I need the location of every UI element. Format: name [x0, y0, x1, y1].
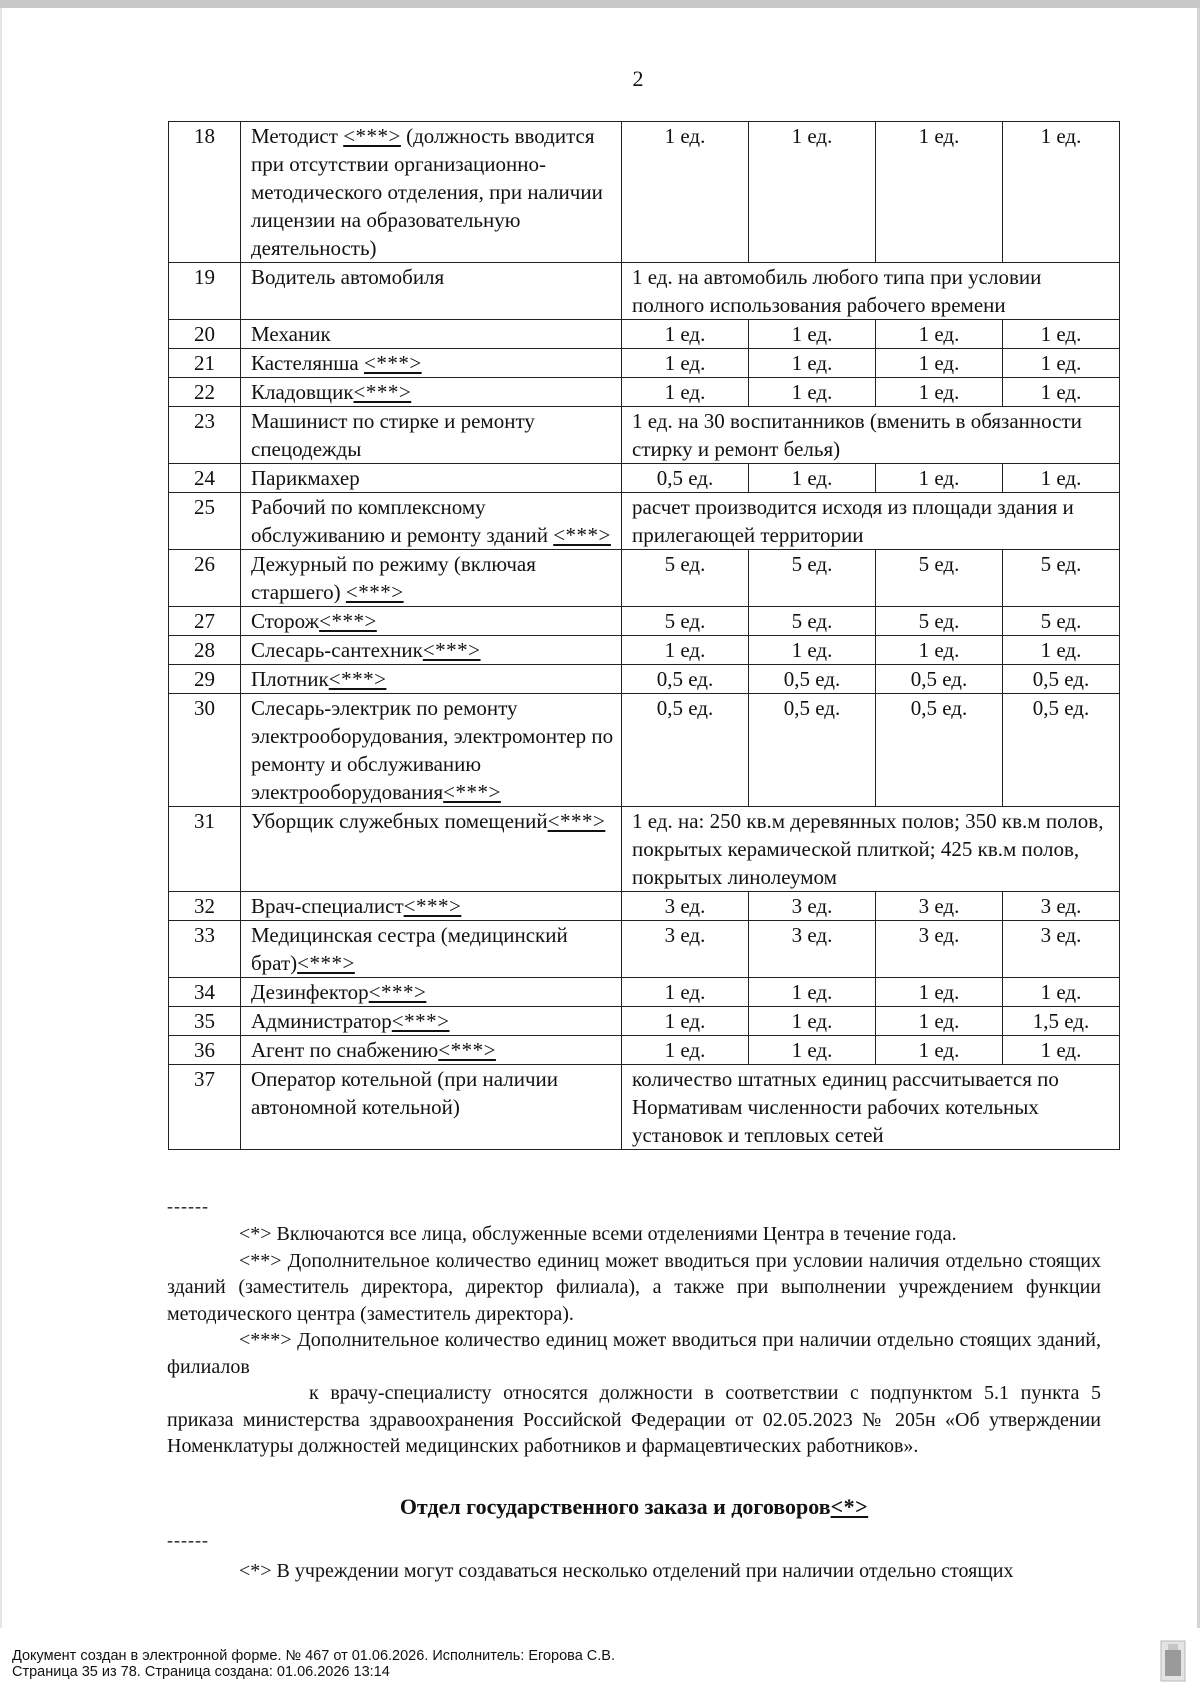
staff-units-cell: 5 ед. [749, 607, 876, 636]
row-number: 34 [169, 978, 241, 1007]
staff-table [168, 121, 1120, 1150]
staff-units-cell: 1 ед. [876, 636, 1003, 665]
row-number: 23 [169, 407, 241, 464]
staff-units-cell: 1 ед. [749, 1007, 876, 1036]
section-title [167, 1494, 1101, 1520]
staff-units-cell: 1 ед. [749, 378, 876, 407]
position-name-text: Оператор котельной (при наличии автономной котельной) [251, 1067, 559, 1119]
table-row [169, 1036, 1120, 1065]
footnotes [167, 1221, 1101, 1460]
stamp-icon [1160, 1640, 1186, 1682]
document-footer [12, 1648, 615, 1680]
table-row [169, 665, 1120, 694]
staff-units-cell: 1 ед. [1003, 978, 1120, 1007]
separator-line: ------ [167, 1196, 209, 1216]
staff-units-cell: 1 ед. [876, 464, 1003, 493]
position-name-text: Кладовщик [251, 380, 354, 404]
position-name-text: Медицинская сестра (медицинский брат) [251, 923, 568, 975]
row-number: 20 [169, 320, 241, 349]
position-name-note: (должность вводится при отсутствии организационно-методического отделения, при наличии лицензии на образовательную деятельность) [251, 124, 603, 260]
staff-units-cell: 0,5 ед. [1003, 694, 1120, 807]
staff-units-cell: 5 ед. [876, 607, 1003, 636]
row-number: 26 [169, 550, 241, 607]
norm-description: 1 ед. на автомобиль любого типа при условии полного использования рабочего времени [622, 263, 1120, 320]
staff-units-cell: 1 ед. [1003, 122, 1120, 263]
staff-table-body [169, 122, 1120, 1150]
staff-units-cell: 1 ед. [749, 636, 876, 665]
section-title-mark: <*> [830, 1494, 869, 1519]
staff-units-cell: 1 ед. [876, 122, 1003, 263]
staff-units-cell: 1 ед. [622, 1036, 749, 1065]
position-name-text: Агент по снабжению [251, 1038, 439, 1062]
separator-line-2: ------ [167, 1530, 209, 1550]
staff-units-cell: 1 ед. [622, 636, 749, 665]
position-name [241, 407, 622, 464]
table-row [169, 263, 1120, 320]
staff-units-cell: 1,5 ед. [1003, 1007, 1120, 1036]
position-name [241, 320, 622, 349]
position-name [241, 378, 622, 407]
table-row [169, 464, 1120, 493]
staff-units-cell: 1 ед. [876, 349, 1003, 378]
last-footnote: <*> В учреждении могут создаваться несколько отделений при наличии отдельно стоящих [239, 1560, 1014, 1582]
staff-units-cell: 1 ед. [749, 1036, 876, 1065]
position-name-text: Дезинфектор [251, 980, 369, 1004]
staff-units-cell: 1 ед. [1003, 378, 1120, 407]
position-name-text: Врач-специалист [251, 894, 404, 918]
staff-units-cell: 1 ед. [749, 349, 876, 378]
footnote-mark: <***> [297, 951, 355, 975]
staff-units-cell: 0,5 ед. [876, 665, 1003, 694]
position-name [241, 122, 622, 263]
row-number: 29 [169, 665, 241, 694]
footnote-1: <*> Включаются все лица, обслуженные всеми отделениями Центра в течение года. [239, 1223, 957, 1245]
footer-line-1: Документ создан в электронной форме. № 467 от 01.06.2026. Исполнитель: Егорова С.В. [12, 1648, 616, 1664]
table-row [169, 378, 1120, 407]
position-name-text: Водитель автомобиля [251, 265, 445, 289]
position-name-text: Уборщик служебных помещений [251, 809, 548, 833]
footnote-mark: <***> [403, 894, 462, 918]
table-row [169, 1007, 1120, 1036]
position-name-text: Дежурный по режиму (включая старшего) [251, 552, 536, 604]
staff-units-cell: 0,5 ед. [622, 464, 749, 493]
position-name [241, 921, 622, 978]
staff-units-cell: 0,5 ед. [622, 694, 749, 807]
footnote-3: <***> Дополнительное количество единиц может вводиться при наличии отдельно стоящих зданий, филиалов [167, 1329, 1101, 1378]
norm-description: количество штатных единиц рассчитывается по Нормативам численности рабочих котельных установок и тепловых сетей [622, 1065, 1120, 1150]
footnote-mark: <***> [345, 580, 404, 604]
norm-description: 1 ед. на: 250 кв.м деревянных полов; 350 кв.м полов, покрытых керамической плиткой; 425 кв.м полов, покрытых линолеумом [622, 807, 1120, 892]
row-number: 30 [169, 694, 241, 807]
row-number: 37 [169, 1065, 241, 1150]
table-row [169, 550, 1120, 607]
staff-units-cell: 1 ед. [749, 464, 876, 493]
row-number: 19 [169, 263, 241, 320]
footnote-mark: <***> [343, 124, 401, 148]
staff-units-cell: 1 ед. [749, 122, 876, 263]
footnote-mark: <***> [438, 1038, 496, 1062]
staff-units-cell: 5 ед. [1003, 550, 1120, 607]
footnote-mark: <***> [353, 380, 412, 404]
table-row [169, 921, 1120, 978]
position-name [241, 1007, 622, 1036]
position-name-text: Машинист по стирке и ремонту спецодежды [251, 409, 535, 461]
table-row [169, 493, 1120, 550]
staff-units-cell: 1 ед. [622, 349, 749, 378]
staff-units-cell: 3 ед. [749, 921, 876, 978]
position-name [241, 1065, 622, 1150]
staff-units-cell: 5 ед. [749, 550, 876, 607]
staff-units-cell: 3 ед. [876, 921, 1003, 978]
table-row [169, 349, 1120, 378]
staff-units-cell: 1 ед. [622, 122, 749, 263]
row-number: 28 [169, 636, 241, 665]
position-name-text: Плотник [251, 667, 329, 691]
position-name [241, 636, 622, 665]
table-row [169, 978, 1120, 1007]
footnote-mark: <***> [422, 638, 481, 662]
position-name-text: Сторож [251, 609, 320, 633]
staff-units-cell: 3 ед. [876, 892, 1003, 921]
table-row [169, 122, 1120, 263]
footnote-mark: <***> [364, 351, 422, 375]
position-name [241, 263, 622, 320]
staff-units-cell: 5 ед. [622, 607, 749, 636]
staff-units-cell: 1 ед. [1003, 320, 1120, 349]
staff-units-cell: 5 ед. [1003, 607, 1120, 636]
footnote-mark: <***> [328, 667, 387, 691]
row-number: 36 [169, 1036, 241, 1065]
position-name [241, 493, 622, 550]
table-row [169, 807, 1120, 892]
position-name-text: Рабочий по комплексному обслуживанию и ремонту зданий [251, 495, 554, 547]
footnote-mark: <***> [547, 809, 606, 833]
position-name-text: Кастелянша [251, 351, 364, 375]
staff-units-cell: 1 ед. [749, 320, 876, 349]
staff-units-cell: 1 ед. [622, 1007, 749, 1036]
staff-units-cell: 1 ед. [876, 1036, 1003, 1065]
staff-units-cell: 1 ед. [622, 320, 749, 349]
staff-units-cell: 1 ед. [1003, 349, 1120, 378]
staff-units-cell: 1 ед. [749, 978, 876, 1007]
table-row [169, 1065, 1120, 1150]
position-name [241, 892, 622, 921]
position-name [241, 550, 622, 607]
row-number: 31 [169, 807, 241, 892]
staff-units-cell: 0,5 ед. [622, 665, 749, 694]
footnote-mark: <***> [368, 980, 427, 1004]
position-name [241, 464, 622, 493]
staff-units-cell: 0,5 ед. [1003, 665, 1120, 694]
staff-units-cell: 1 ед. [1003, 636, 1120, 665]
position-name-text: Парикмахер [251, 466, 360, 490]
footnote-mark: <***> [553, 523, 611, 547]
staff-units-cell: 1 ед. [876, 1007, 1003, 1036]
staff-units-cell: 0,5 ед. [749, 665, 876, 694]
staff-units-cell: 3 ед. [622, 921, 749, 978]
row-number: 21 [169, 349, 241, 378]
row-number: 25 [169, 493, 241, 550]
table-row [169, 607, 1120, 636]
footer-line-2: Страница 35 из 78. Страница создана: 01.06.2026 13:14 [12, 1664, 390, 1680]
row-number: 32 [169, 892, 241, 921]
table-row [169, 694, 1120, 807]
staff-units-cell: 3 ед. [1003, 921, 1120, 978]
position-name-text: Механик [251, 322, 331, 346]
row-number: 18 [169, 122, 241, 263]
staff-units-cell: 3 ед. [622, 892, 749, 921]
norm-description: расчет производится исходя из площади здания и прилегающей территории [622, 493, 1120, 550]
row-number: 27 [169, 607, 241, 636]
row-number: 24 [169, 464, 241, 493]
section-title-text: Отдел государственного заказа и договоров [399, 1494, 831, 1519]
staff-units-cell: 1 ед. [876, 320, 1003, 349]
position-name [241, 1036, 622, 1065]
viewer-top-bar [0, 0, 1200, 8]
staff-units-cell: 0,5 ед. [876, 694, 1003, 807]
footnote-mark: <***> [443, 780, 501, 804]
position-name [241, 607, 622, 636]
staff-units-cell: 1 ед. [876, 378, 1003, 407]
footnote-2: <**> Дополнительное количество единиц может вводиться при условии наличия отдельно стоящих зданий (заместитель директора, директор филиала), а также при выполнении учреждением функции методического центра (заместитель директора). [167, 1249, 1101, 1325]
staff-units-cell: 1 ед. [876, 978, 1003, 1007]
table-row [169, 407, 1120, 464]
position-name [241, 694, 622, 807]
staff-units-cell: 1 ед. [622, 978, 749, 1007]
staff-units-cell: 1 ед. [622, 378, 749, 407]
row-number: 22 [169, 378, 241, 407]
staff-units-cell: 0,5 ед. [749, 694, 876, 807]
position-name-text: Слесарь-электрик по ремонту электрооборудования, электромонтер по ремонту и обслуживанию электрооборудования [251, 696, 614, 804]
staff-units-cell: 3 ед. [1003, 892, 1120, 921]
footnote-mark: <***> [391, 1009, 450, 1033]
position-name [241, 978, 622, 1007]
page-left-edge [0, 8, 2, 1628]
position-name [241, 807, 622, 892]
footnote-mark: <***> [319, 609, 377, 633]
row-number: 33 [169, 921, 241, 978]
staff-units-cell: 5 ед. [876, 550, 1003, 607]
table-row [169, 892, 1120, 921]
position-name [241, 349, 622, 378]
staff-units-cell: 1 ед. [1003, 1036, 1120, 1065]
table-row [169, 636, 1120, 665]
footnote-4: к врачу-специалисту относятся должности в соответствии с подпунктом 5.1 пункта 5 приказа министерства здравоохранения Российской Федерации от 02.05.2023 № 205н «Об утверждении Номенклатуры должностей медицинских работников и фармацевтических работников». [167, 1382, 1101, 1457]
staff-units-cell: 1 ед. [1003, 464, 1120, 493]
position-name-text: Администратор [251, 1009, 392, 1033]
table-row [169, 320, 1120, 349]
staff-units-cell: 3 ед. [749, 892, 876, 921]
staff-units-cell: 5 ед. [622, 550, 749, 607]
position-name [241, 665, 622, 694]
row-number: 35 [169, 1007, 241, 1036]
norm-description: 1 ед. на 30 воспитанников (вменить в обязанности стирку и ремонт белья) [622, 407, 1120, 464]
position-name-text: Методист [251, 124, 344, 148]
position-name-text: Слесарь-сантехник [251, 638, 423, 662]
page-number: 2 [632, 66, 644, 91]
